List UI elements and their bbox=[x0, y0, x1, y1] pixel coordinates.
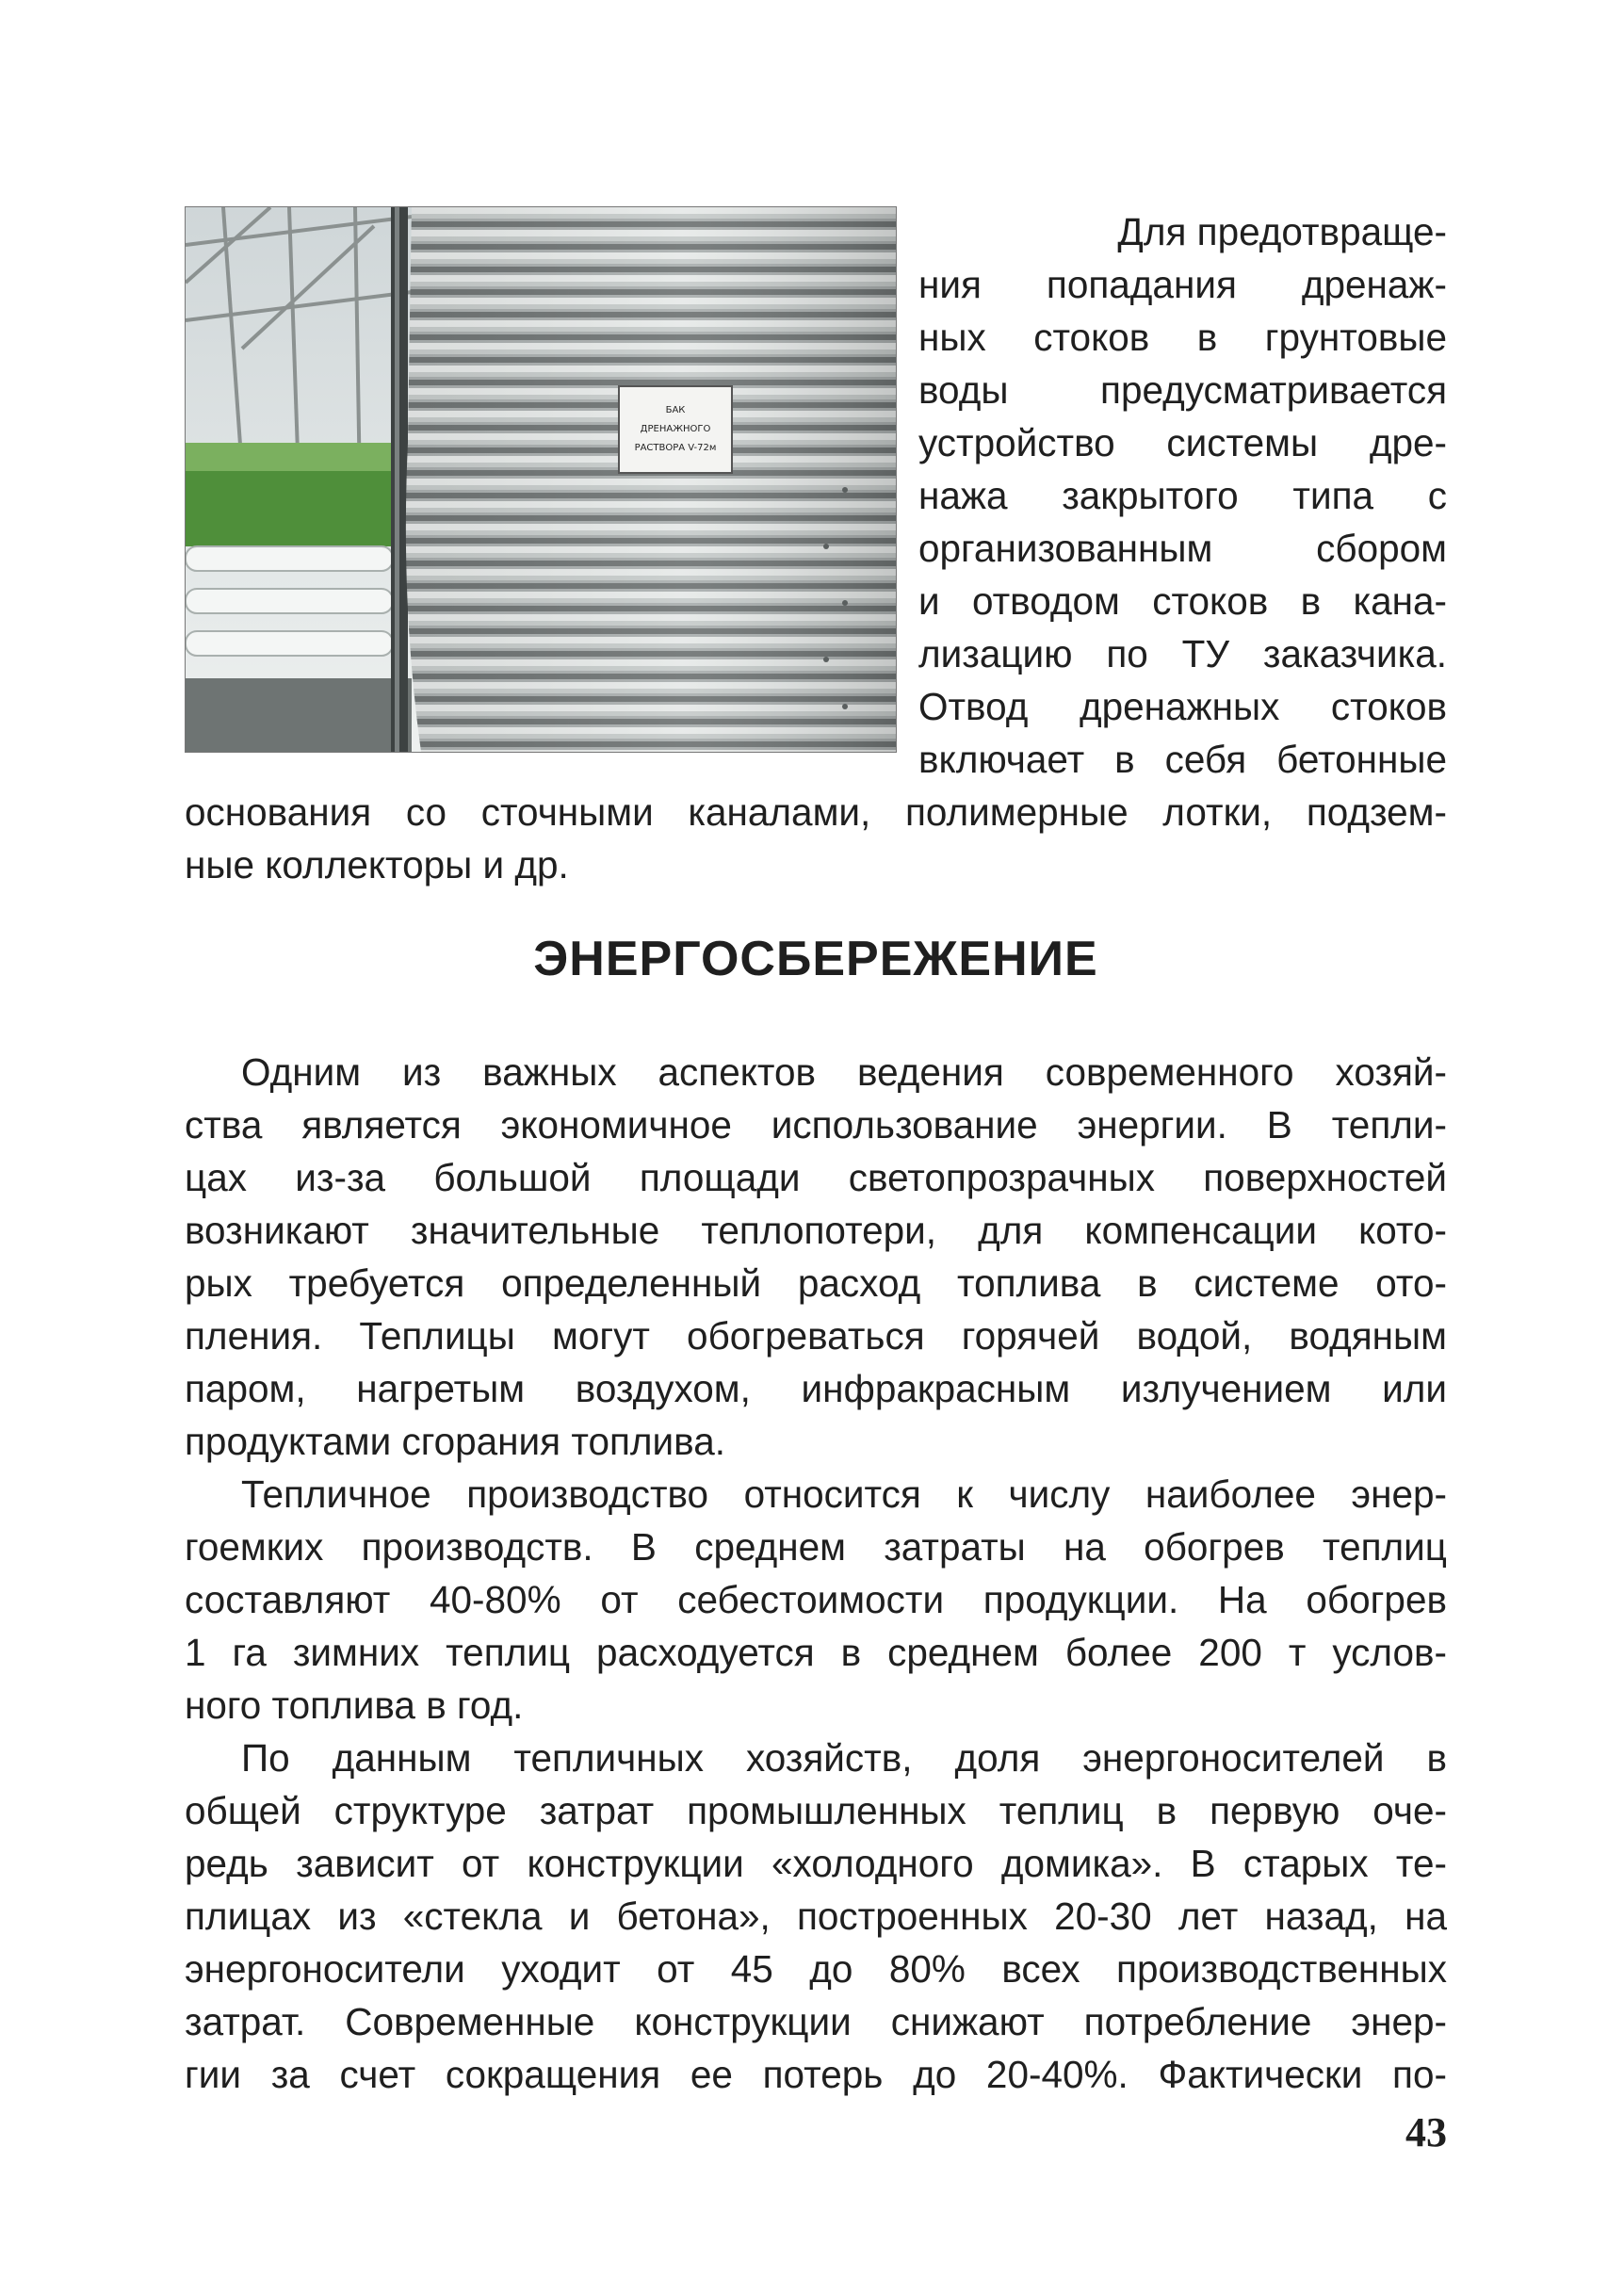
intro-line: включает в себя бетонные bbox=[918, 738, 1447, 781]
paragraph-1-line: ства является экономичное использование энергии. В тепли- bbox=[185, 1103, 1447, 1146]
paragraph-2-line: Тепличное производство относится к числу наиболее энер- bbox=[241, 1472, 1447, 1516]
paragraph-3-line: редь зависит от конструкции «холодного домика». В старых те- bbox=[185, 1842, 1447, 1885]
paragraph-1-line: возникают значительные теплопотери, для компенсации кото- bbox=[185, 1209, 1447, 1252]
intro-line: Для предотвраще- bbox=[1117, 210, 1447, 253]
intro-line: устройство системы дре- bbox=[918, 421, 1447, 464]
drainage-tank-photo bbox=[185, 206, 897, 753]
tank-sign-line-1: БАК bbox=[665, 405, 686, 415]
paragraph-3-line: общей структуре затрат промышленных теплиц в первую оче- bbox=[185, 1789, 1447, 1832]
paragraph-3-line: По данным тепличных хозяйств, доля энергоносителей в bbox=[241, 1736, 1447, 1780]
page-number: 43 bbox=[1405, 2109, 1447, 2155]
paragraph-3-line: плицах из «стекла и бетона», построенных 20-30 лет назад, на bbox=[185, 1895, 1447, 1938]
paragraph-2-line: ного топлива в год. bbox=[185, 1683, 524, 1727]
intro-line: ния попадания дренаж- bbox=[918, 263, 1447, 306]
intro-line: ные коллекторы и др. bbox=[185, 843, 569, 886]
intro-line: Отвод дренажных стоков bbox=[918, 685, 1447, 728]
paragraph-1-line: рых требуется определенный расход топлива в системе ото- bbox=[185, 1261, 1447, 1305]
tank-sign bbox=[619, 386, 732, 473]
paragraph-3-line: энергоносители уходит от 45 до 80% всех производственных bbox=[185, 1947, 1447, 1991]
intro-line: лизацию по ТУ заказчика. bbox=[918, 632, 1447, 675]
tank-sign-line-2: ДРЕНАЖНОГО bbox=[640, 424, 711, 434]
paragraph-1-line: Одним из важных аспектов ведения современного хозяй- bbox=[241, 1050, 1447, 1094]
drainage-tank-illustration bbox=[186, 207, 896, 752]
intro-line: основания со сточными каналами, полимерные лотки, подзем- bbox=[185, 790, 1447, 834]
intro-line: ных стоков в грунтовые bbox=[918, 316, 1447, 359]
paragraph-1-line: продуктами сгорания топлива. bbox=[185, 1420, 726, 1463]
paragraph-2-line: гоемких производств. В среднем затраты на обогрев теплиц bbox=[185, 1525, 1447, 1569]
intro-line: и отводом стоков в кана- bbox=[918, 579, 1447, 623]
paragraph-1-line: пления. Теплицы могут обогреваться горячей водой, водяным bbox=[185, 1314, 1447, 1358]
tank-sign-line-3: РАСТВОРА V-72м bbox=[634, 443, 717, 453]
paragraph-2-line: составляют 40-80% от себестоимости продукции. На обогрев bbox=[185, 1578, 1447, 1621]
intro-line: воды предусматривается bbox=[918, 368, 1447, 412]
paragraph-1-line: цах из-за большой площади светопрозрачных поверхностей bbox=[185, 1156, 1447, 1199]
section-heading: ЭНЕРГОСБЕРЕЖЕНИЕ bbox=[533, 932, 1098, 986]
intro-line: организованным сбором bbox=[918, 527, 1447, 570]
paragraph-1-line: паром, нагретым воздухом, инфракрасным излучением или bbox=[185, 1367, 1447, 1410]
intro-line: нажа закрытого типа с bbox=[918, 474, 1447, 517]
paragraph-2-line: 1 га зимних теплиц расходуется в среднем более 200 т услов- bbox=[185, 1631, 1447, 1674]
paragraph-3-line: гии за счет сокращения ее потерь до 20-40%. Фактически по- bbox=[185, 2053, 1447, 2096]
paragraph-3-line: затрат. Современные конструкции снижают потребление энер- bbox=[185, 2000, 1447, 2043]
